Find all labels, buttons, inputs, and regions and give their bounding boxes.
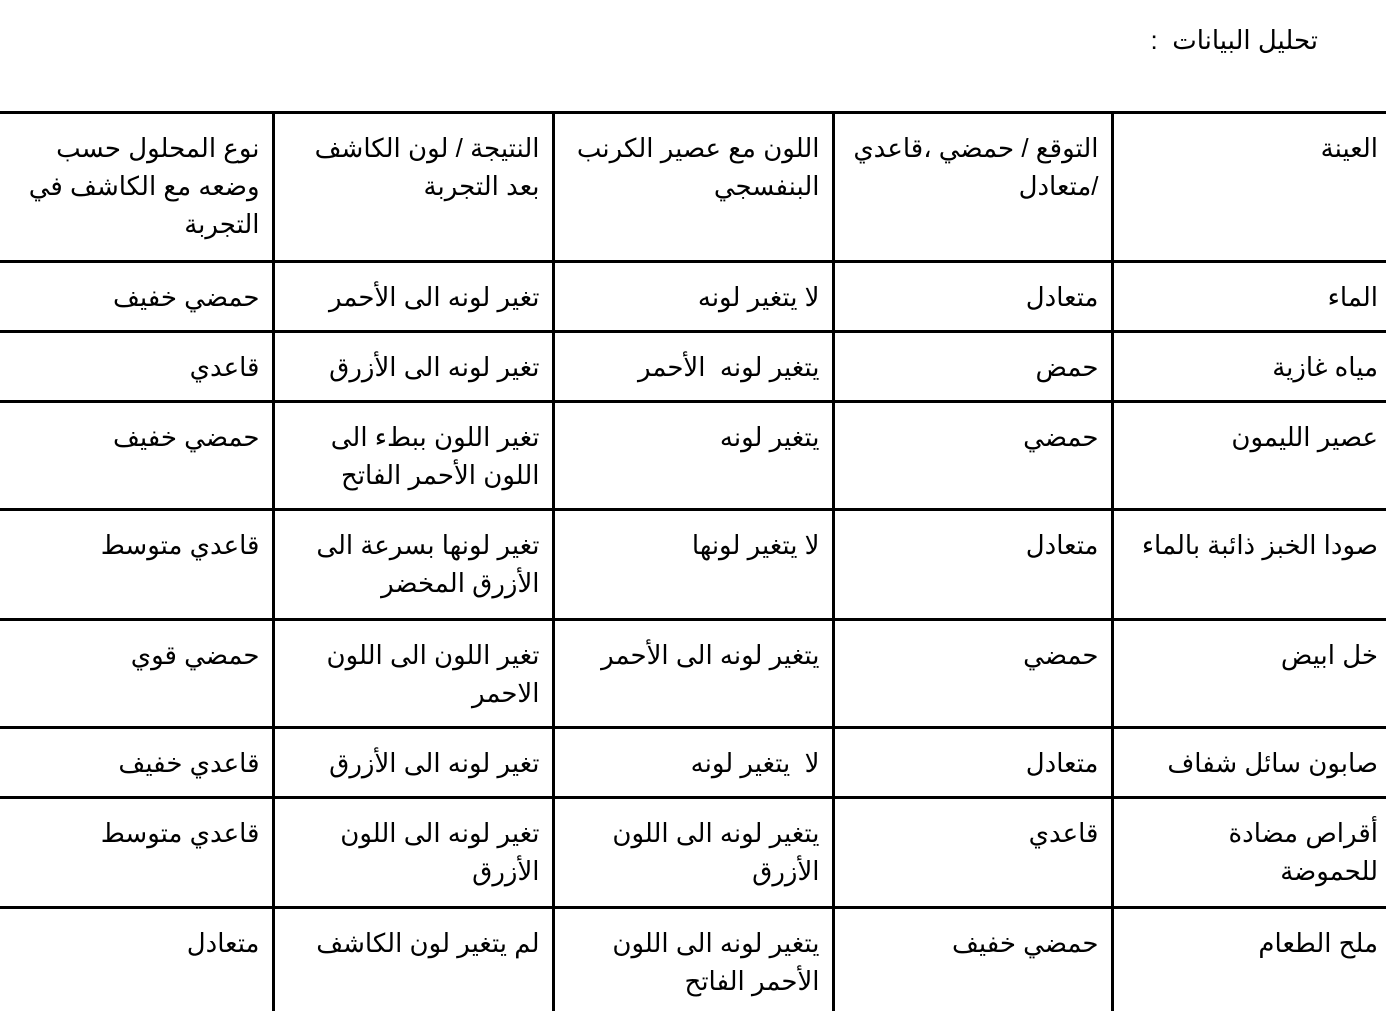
cell-solution-type: حمضي خفيف — [0, 402, 273, 510]
cell-solution-type: قاعدي متوسط — [0, 510, 273, 620]
cell-cabbage-color: يتغير لونه الى اللون الأزرق — [553, 798, 833, 908]
cell-cabbage-color: يتغير لونه — [553, 402, 833, 510]
cell-cabbage-color: لا يتغير لونها — [553, 510, 833, 620]
cell-solution-type: حمضي خفيف — [0, 262, 273, 332]
data-analysis-table-container — [0, 111, 1386, 1011]
cell-solution-type: حمضي قوي — [0, 620, 273, 728]
cell-sample: مياه غازية — [1112, 332, 1386, 402]
cell-prediction: حمضي — [833, 402, 1112, 510]
cell-sample: صابون سائل شفاف — [1112, 728, 1386, 798]
cell-result: لم يتغير لون الكاشف — [273, 908, 553, 1011]
cell-sample: خل ابيض — [1112, 620, 1386, 728]
cell-prediction: حمض — [833, 332, 1112, 402]
header-result: النتيجة / لون الكاشف بعد التجربة — [273, 113, 553, 262]
cell-solution-type: متعادل — [0, 908, 273, 1011]
cell-result: تغير لونها بسرعة الى الأزرق المخضر — [273, 510, 553, 620]
cell-cabbage-color: يتغير لونه الأحمر — [553, 332, 833, 402]
document-title: تحليل البيانات : — [1150, 25, 1318, 55]
cell-sample: أقراص مضادة للحموضة — [1112, 798, 1386, 908]
cell-sample: ملح الطعام — [1112, 908, 1386, 1011]
cell-result: تغير اللون ببطء الى اللون الأحمر الفاتح — [273, 402, 553, 510]
header-solution-type: نوع المحلول حسب وضعه مع الكاشف في التجربة — [0, 113, 273, 262]
table-row — [0, 620, 1386, 728]
table-row — [0, 332, 1386, 402]
cell-result: تغير لونه الى اللون الأزرق — [273, 798, 553, 908]
cell-sample: عصير الليمون — [1112, 402, 1386, 510]
table-header-row — [0, 113, 1386, 262]
cell-cabbage-color: لا يتغير لونه — [553, 728, 833, 798]
table-row — [0, 262, 1386, 332]
cell-cabbage-color: يتغير لونه الى اللون الأحمر الفاتح — [553, 908, 833, 1011]
cell-prediction: متعادل — [833, 510, 1112, 620]
cell-prediction: قاعدي — [833, 798, 1112, 908]
table-row — [0, 510, 1386, 620]
header-cabbage-color: اللون مع عصير الكرنب البنفسجي — [553, 113, 833, 262]
cell-result: تغير لونه الى الأزرق — [273, 728, 553, 798]
cell-prediction: متعادل — [833, 728, 1112, 798]
header-sample: العينة — [1112, 113, 1386, 262]
cell-cabbage-color: لا يتغير لونه — [553, 262, 833, 332]
table-row — [0, 402, 1386, 510]
cell-sample: صودا الخبز ذائبة بالماء — [1112, 510, 1386, 620]
cell-prediction: متعادل — [833, 262, 1112, 332]
cell-result: تغير لونه الى الأزرق — [273, 332, 553, 402]
table-row — [0, 728, 1386, 798]
header-prediction: التوقع / حمضي ،قاعدي /متعادل — [833, 113, 1112, 262]
table-row — [0, 908, 1386, 1011]
table-row — [0, 798, 1386, 908]
cell-solution-type: قاعدي خفيف — [0, 728, 273, 798]
cell-result: تغير اللون الى اللون الاحمر — [273, 620, 553, 728]
cell-solution-type: قاعدي متوسط — [0, 798, 273, 908]
data-analysis-table — [0, 111, 1386, 1011]
cell-prediction: حمضي خفيف — [833, 908, 1112, 1011]
cell-cabbage-color: يتغير لونه الى الأحمر — [553, 620, 833, 728]
cell-sample: الماء — [1112, 262, 1386, 332]
cell-prediction: حمضي — [833, 620, 1112, 728]
cell-solution-type: قاعدي — [0, 332, 273, 402]
cell-result: تغير لونه الى الأحمر — [273, 262, 553, 332]
